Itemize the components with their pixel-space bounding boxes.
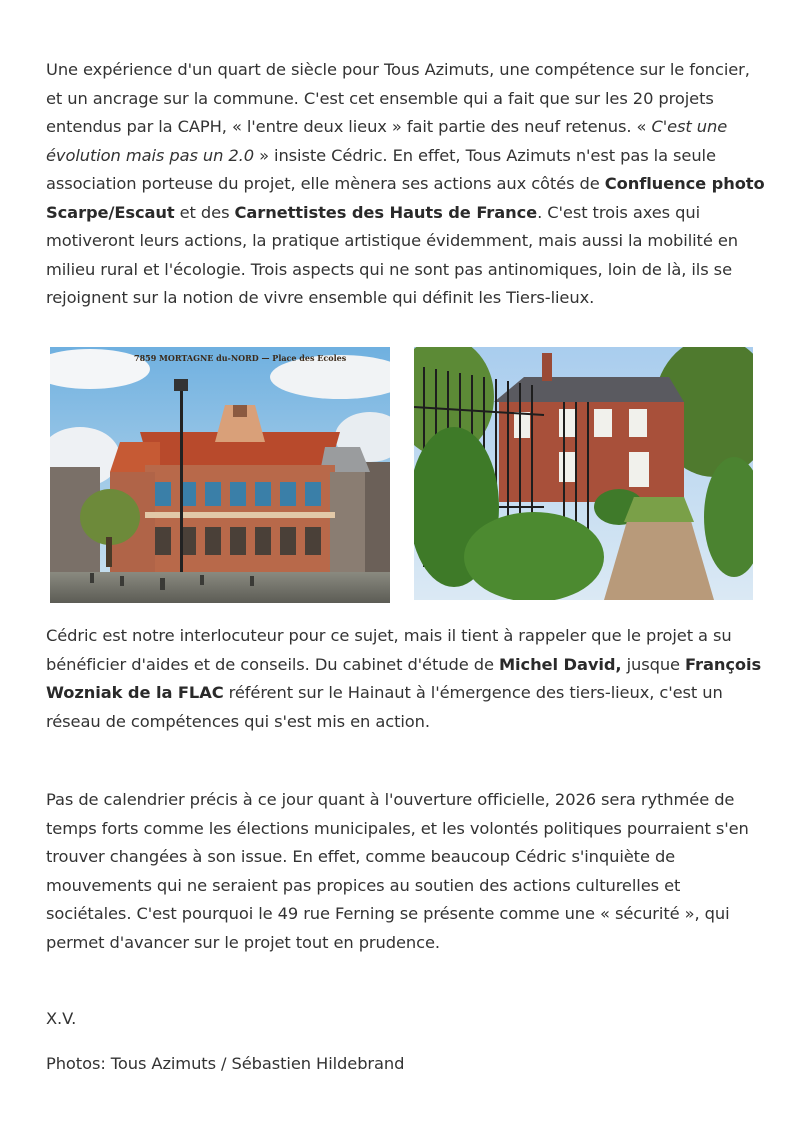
paragraph-text: référent sur le Hainaut à l'émergence des tiers-lieux, c'est un réseau de compétences qui s'est mis en action. bbox=[46, 683, 723, 731]
photo-credits bbox=[46, 1050, 766, 1079]
article-paragraph-2 bbox=[46, 622, 766, 736]
org-confluence-photo: Confluence photo Scarpe/Escaut bbox=[46, 174, 765, 222]
paragraph-text: Cédric est notre interlocuteur pour ce sujet, mais il tient à rappeler que le projet a su bénéficier d'aides et de conseils. Du cabinet d'étude de bbox=[46, 626, 732, 674]
paragraph-text: et des bbox=[174, 202, 235, 222]
quote-text: C'est une évolution mais pas un 2.0 bbox=[46, 117, 728, 165]
paragraph-text: jusque bbox=[621, 654, 686, 674]
paragraph-text: Une expérience d'un quart de siècle pour Tous Azimuts, une compétence sur le foncier, et un ancrage sur la commune. C'est cet ensemble qui a fait que sur les 20 projets entendus par la CAPH, « l'entre deux lieux » fait partie des neuf retenus. « bbox=[46, 60, 750, 136]
author-signature bbox=[46, 1005, 766, 1034]
signature-text: X.V. bbox=[46, 1009, 77, 1028]
postcard-photo bbox=[50, 347, 390, 603]
article-paragraph-1 bbox=[46, 56, 766, 313]
article-paragraph-3 bbox=[46, 786, 766, 957]
org-carnettistes: Carnettistes des Hauts de France bbox=[234, 202, 538, 222]
person-francois-wozniak: François Wozniak de la FLAC bbox=[46, 654, 762, 702]
person-michel-david: Michel David, bbox=[498, 654, 622, 674]
credits-text: Photos: Tous Azimuts / Sébastien Hildebrand bbox=[46, 1054, 405, 1073]
house-photo bbox=[414, 347, 753, 600]
postcard-caption: 7859 MORTAGNE du-NORD — Place des Ecoles bbox=[134, 353, 347, 363]
paragraph-text: . C'est trois axes qui motiveront leurs actions, la pratique artistique évidemment, mais aussi la mobilité en milieu rural et l'écologie. Trois aspects qui ne sont pas antinomiques, loin de là, ils se rejoignent sur la notion de vivre ensemble qui définit les Tiers-lieux. bbox=[46, 202, 738, 307]
paragraph-text: Pas de calendrier précis à ce jour quant à l'ouverture officielle, 2026 sera rythmée de temps forts comme les élections municipales, et les volontés politiques pourraient s'en trouver changées à son issue. En effet, comme beaucoup Cédric s'inquiète de mouvements qui ne seraient pas propices au soutien des actions culturelles et sociétales. C'est pourquoi le 49 rue Ferning se présente comme une « sécurité », qui permet d'avancer sur le projet tout en prudence. bbox=[46, 790, 749, 952]
paragraph-text: » insiste Cédric. En effet, Tous Azimuts n'est pas la seule association porteuse du projet, elle mènera ses actions aux côtés de bbox=[46, 145, 716, 193]
